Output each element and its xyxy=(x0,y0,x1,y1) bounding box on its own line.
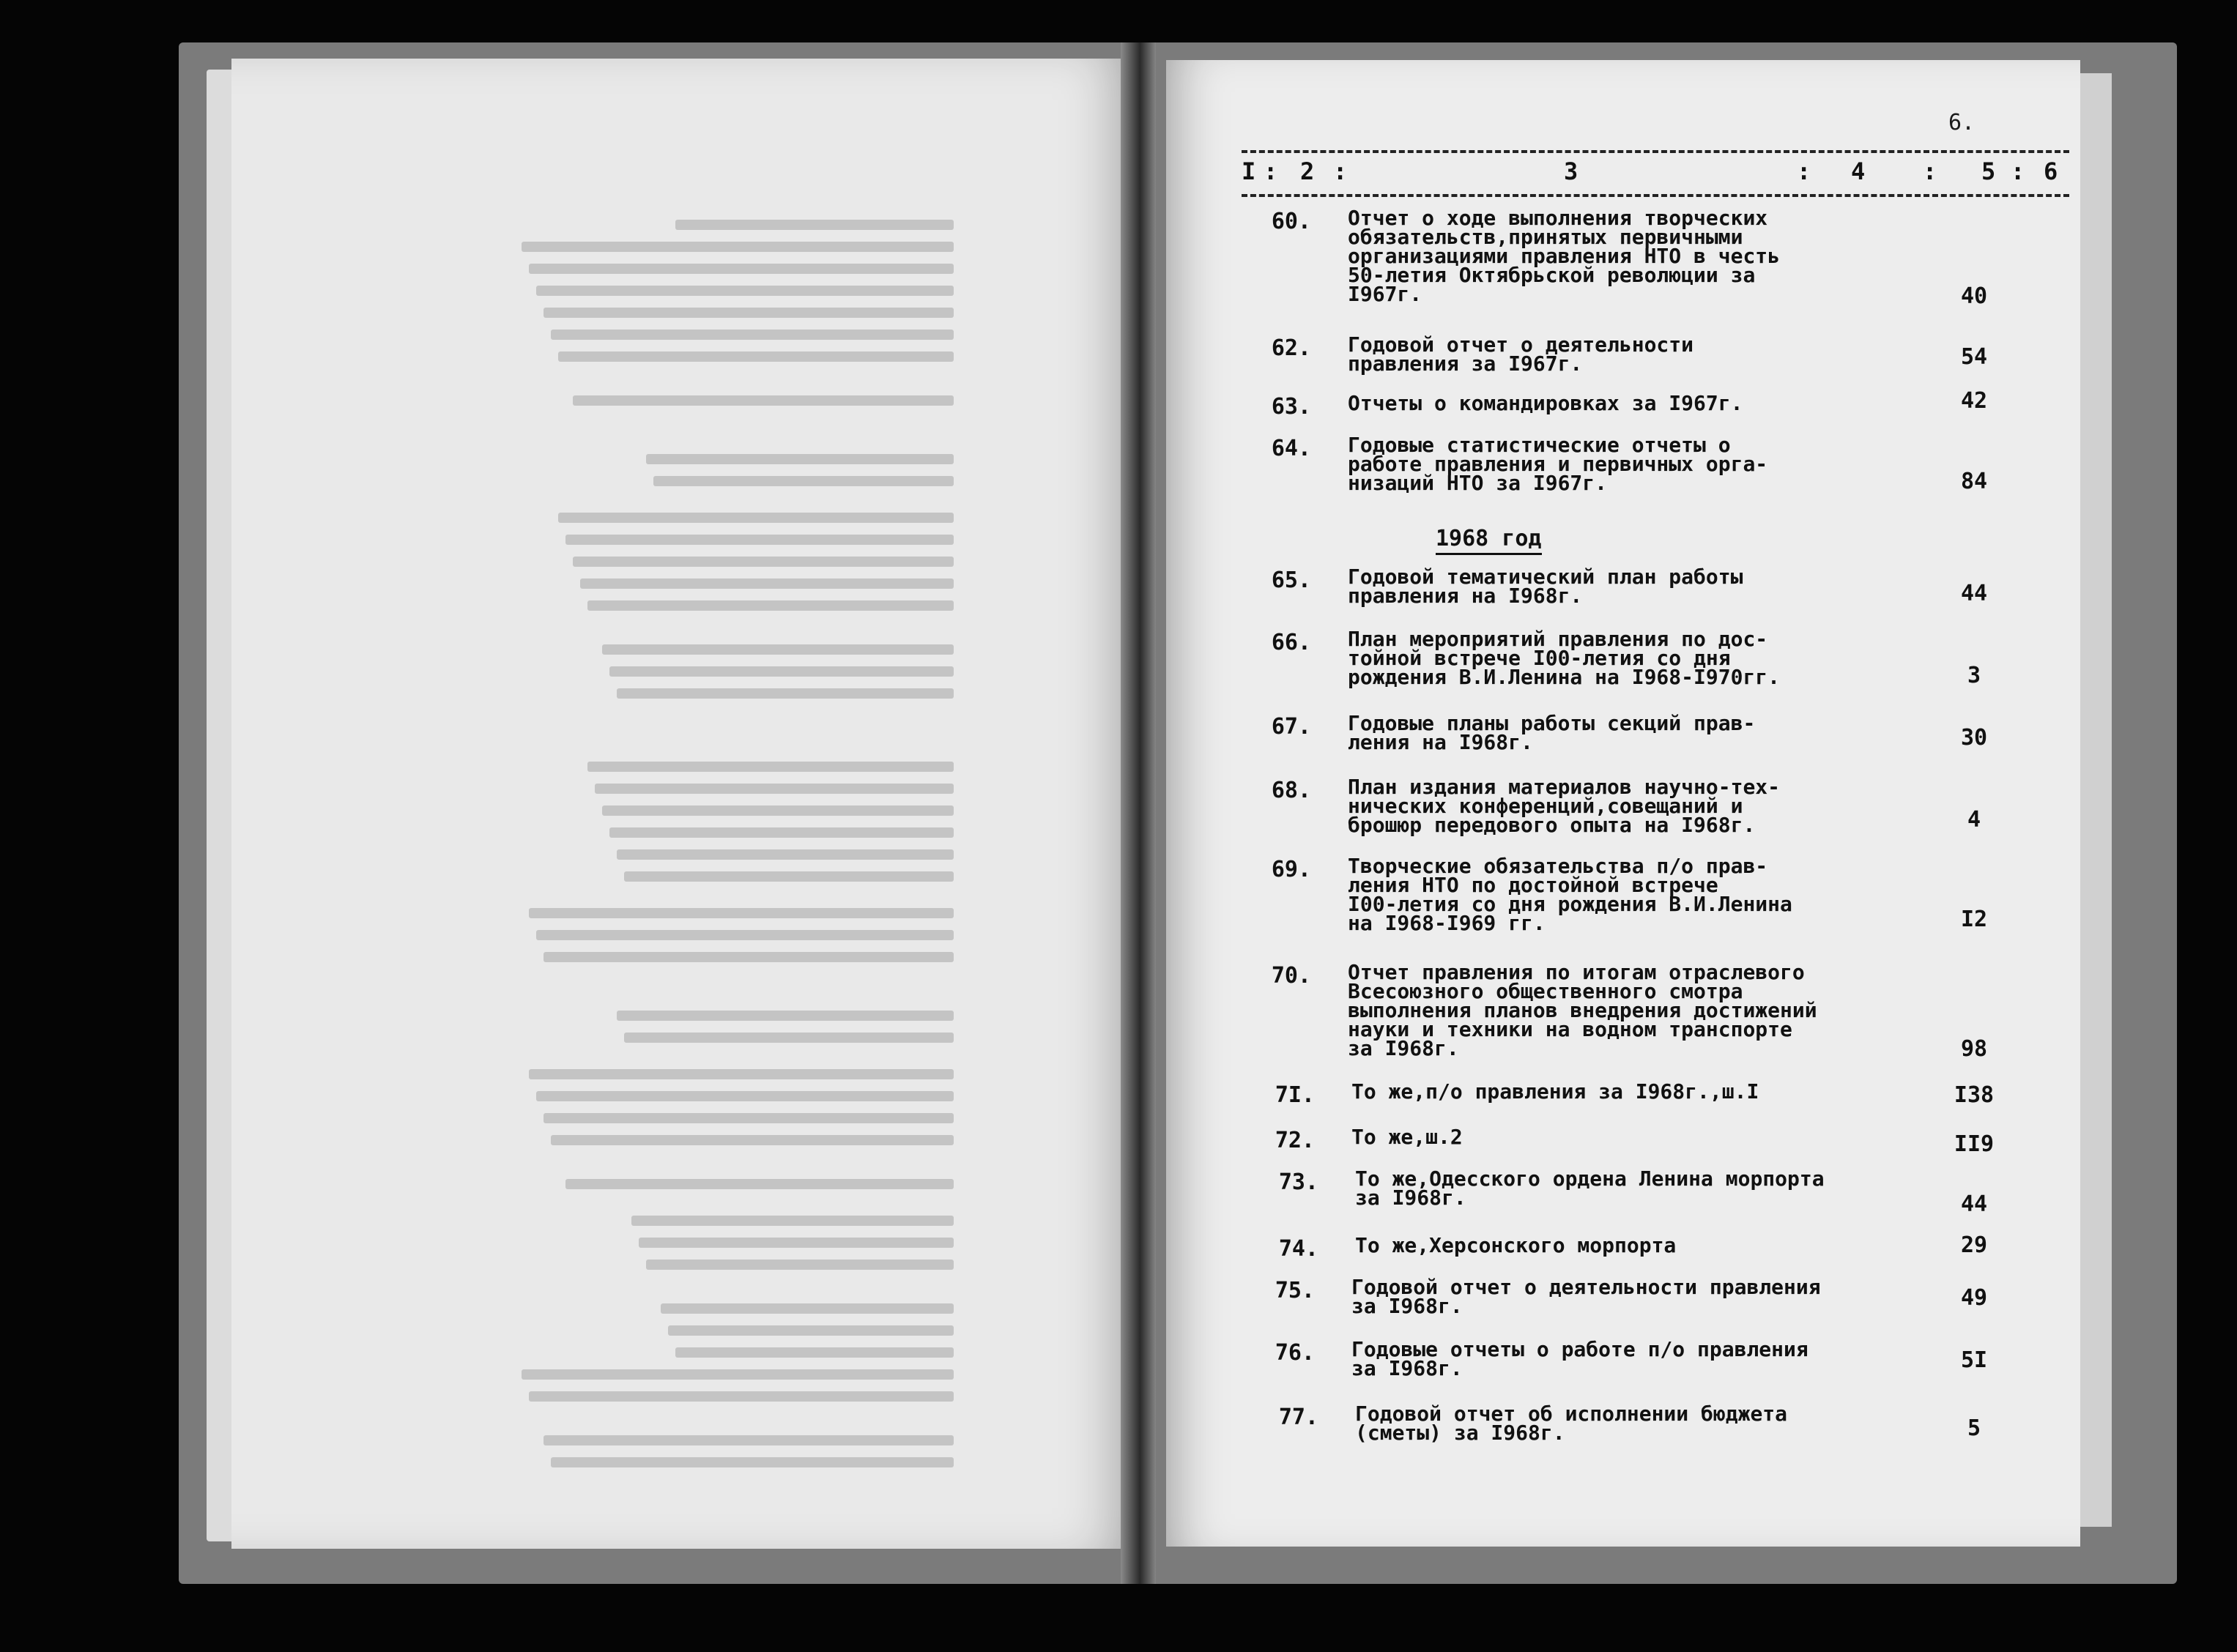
bleed-through-mark xyxy=(544,1435,954,1446)
row-sheet-count: 3 xyxy=(1967,663,1981,688)
bleed-through-mark xyxy=(536,1091,954,1101)
bleed-through-mark xyxy=(544,308,954,318)
bleed-through-mark xyxy=(595,784,954,794)
bleed-through-mark xyxy=(617,1011,954,1021)
table-header xyxy=(1242,150,2069,197)
bleed-through-mark xyxy=(609,666,954,677)
row-number: 77. xyxy=(1278,1404,1318,1430)
bleed-through-mark xyxy=(646,1260,954,1270)
row-description: Творческие обязательства п/о прав- ления НТО по достойной встрече I00-летия со дня рождения В.И.Ленина на I968-I969 гг. xyxy=(1348,854,1792,935)
row-description: Годовые отчеты о работе п/о правления за I968г. xyxy=(1351,1337,1808,1380)
header-sep: : xyxy=(1264,157,1278,185)
row-sheet-count: 42 xyxy=(1960,388,1988,414)
row-number: 64. xyxy=(1271,436,1311,461)
row-description: Отчеты о командировках за I967г. xyxy=(1348,391,1743,415)
bleed-through-mark xyxy=(587,600,954,611)
row-sheet-count: 54 xyxy=(1960,344,1988,370)
row-description: То же,п/о правления за I968г.,ш.I xyxy=(1351,1079,1759,1104)
row-number: 74. xyxy=(1278,1236,1318,1262)
bleed-through-mark xyxy=(587,762,954,772)
row-sheet-count: 44 xyxy=(1960,1191,1988,1217)
row-number: 68. xyxy=(1271,778,1311,803)
row-sheet-count: 49 xyxy=(1960,1285,1988,1311)
row-number: 66. xyxy=(1271,630,1311,655)
row-number: 67. xyxy=(1271,714,1311,740)
row-sheet-count: 98 xyxy=(1960,1036,1988,1062)
bleed-through-mark xyxy=(653,476,954,486)
row-sheet-count: I38 xyxy=(1954,1082,1995,1108)
row-description: Годовой тематический план работы правления на I968г. xyxy=(1348,565,1743,608)
row-number: 72. xyxy=(1275,1128,1315,1153)
bleed-through-mark xyxy=(675,220,954,230)
bleed-through-mark xyxy=(624,1032,954,1043)
bleed-through-mark xyxy=(602,644,954,655)
row-sheet-count: I2 xyxy=(1960,907,1988,932)
bleed-through-mark xyxy=(522,242,954,252)
bleed-through-mark xyxy=(668,1325,954,1336)
row-sheet-count: 29 xyxy=(1960,1232,1988,1258)
bleed-through-mark xyxy=(551,330,954,340)
header-sep: : xyxy=(1333,157,1348,185)
bleed-through-mark xyxy=(602,805,954,816)
row-description: Годовой отчет о деятельности правления за I968г. xyxy=(1351,1275,1821,1318)
bleed-through-text xyxy=(231,59,1137,1549)
book-spine xyxy=(1121,42,1156,1584)
row-description: Отчет о ходе выполнения творческих обязательств,принятых первичными организациями правления НТО в честь 50-летия Октябрьской революции за I967г. xyxy=(1348,206,1781,306)
bleed-through-mark xyxy=(529,908,954,918)
row-description: Годовой отчет об исполнении бюджета (сметы) за I968г. xyxy=(1355,1402,1788,1445)
bleed-through-mark xyxy=(536,930,954,940)
row-sheet-count: 44 xyxy=(1960,581,1988,606)
row-sheet-count: 30 xyxy=(1960,725,1988,751)
row-sheet-count: 84 xyxy=(1960,469,1988,494)
row-description: Годовые статистические отчеты о работе правления и первичных орга- низаций НТО за I967г. xyxy=(1348,433,1768,495)
bleed-through-mark xyxy=(573,395,954,406)
year-heading: 1968 год xyxy=(1436,526,1542,555)
row-number: 75. xyxy=(1275,1278,1315,1303)
page-number: 6. xyxy=(1948,110,1976,135)
header-col-1: I xyxy=(1242,157,1256,185)
row-description: То же,ш.2 xyxy=(1351,1125,1463,1149)
row-description: План мероприятий правления по дос- тойной встрече I00-летия со дня рождения В.И.Ленина на I968-I970гг. xyxy=(1348,627,1781,689)
row-number: 69. xyxy=(1271,857,1311,882)
header-sep: : xyxy=(1923,157,1937,185)
row-number: 63. xyxy=(1271,394,1311,420)
bleed-through-mark xyxy=(639,1238,954,1248)
bleed-through-mark xyxy=(544,1113,954,1123)
row-description: То же,Херсонского морпорта xyxy=(1355,1233,1677,1257)
row-sheet-count: 4 xyxy=(1967,807,1981,833)
row-description: Отчет правления по итогам отраслевого Всесоюзного общественного смотра выполнения планов внедрения достижений науки и техники на водном транспорте за I968г. xyxy=(1348,960,1817,1060)
header-col-3: 3 xyxy=(1564,157,1578,185)
bleed-through-mark xyxy=(661,1303,954,1314)
header-sep: : xyxy=(2011,157,2025,185)
header-col-6: 6 xyxy=(2044,157,2058,185)
bleed-through-mark xyxy=(631,1216,954,1226)
left-page xyxy=(231,59,1137,1549)
row-number: 7I. xyxy=(1275,1082,1315,1108)
row-number: 62. xyxy=(1271,335,1311,361)
row-description: План издания материалов научно-тех- нических конференций,совещаний и брошюр передового опыта на I968г. xyxy=(1348,775,1781,837)
bleed-through-mark xyxy=(529,264,954,274)
bleed-through-mark xyxy=(551,1135,954,1145)
row-number: 76. xyxy=(1275,1340,1315,1366)
row-number: 65. xyxy=(1271,568,1311,593)
bleed-through-mark xyxy=(624,871,954,882)
row-description: То же,Одесского ордена Ленина морпорта за I968г. xyxy=(1355,1167,1825,1210)
row-number: 70. xyxy=(1271,963,1311,989)
header-col-5: 5 xyxy=(1981,157,1996,185)
bleed-through-mark xyxy=(675,1347,954,1358)
row-number: 73. xyxy=(1278,1169,1318,1195)
header-col-2: 2 xyxy=(1300,157,1315,185)
header-sep: : xyxy=(1797,157,1811,185)
bleed-through-mark xyxy=(551,1457,954,1467)
bleed-through-mark xyxy=(617,688,954,699)
row-sheet-count: 5 xyxy=(1967,1415,1981,1441)
bleed-through-mark xyxy=(529,1069,954,1079)
row-sheet-count: 5I xyxy=(1960,1347,1988,1373)
bleed-through-mark xyxy=(646,454,954,464)
bleed-through-mark xyxy=(522,1369,954,1380)
bleed-through-mark xyxy=(565,1179,954,1189)
bleed-through-mark xyxy=(558,351,954,362)
row-sheet-count: II9 xyxy=(1954,1131,1995,1157)
bleed-through-mark xyxy=(558,513,954,523)
bleed-through-mark xyxy=(565,535,954,545)
bleed-through-mark xyxy=(580,578,954,589)
row-description: Годовые планы работы секций прав- ления на I968г. xyxy=(1348,711,1756,754)
row-number: 60. xyxy=(1271,209,1311,234)
bleed-through-mark xyxy=(529,1391,954,1402)
bleed-through-mark xyxy=(617,849,954,860)
bleed-through-mark xyxy=(536,286,954,296)
row-sheet-count: 40 xyxy=(1960,283,1988,309)
header-col-4: 4 xyxy=(1851,157,1866,185)
bleed-through-mark xyxy=(544,952,954,962)
bleed-through-mark xyxy=(573,557,954,567)
row-description: Годовой отчет о деятельности правления за I967г. xyxy=(1348,332,1694,376)
bleed-through-mark xyxy=(609,827,954,838)
